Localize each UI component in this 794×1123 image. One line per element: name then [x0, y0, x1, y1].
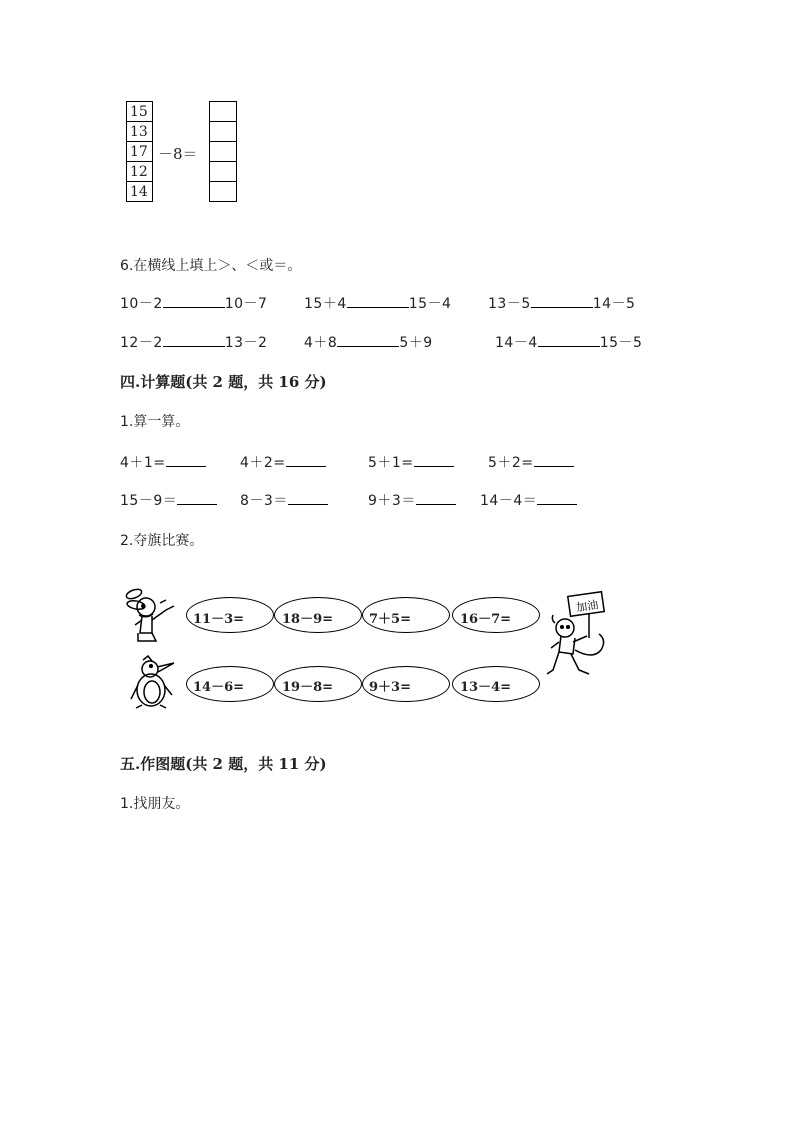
answer-box[interactable]	[210, 122, 236, 142]
input-number: 17	[127, 142, 152, 162]
calc-item	[120, 452, 206, 472]
answer-blank[interactable]	[288, 490, 328, 505]
input-number: 14	[127, 182, 152, 202]
race-expression: 14－6=	[193, 680, 245, 695]
compare-item	[495, 332, 642, 352]
race-expression: 9＋3=	[369, 680, 411, 695]
input-number: 12	[127, 162, 152, 182]
input-number-column	[126, 101, 153, 202]
calc-expression: 5＋1=	[368, 455, 414, 471]
input-number: 15	[127, 102, 152, 122]
input-number: 13	[127, 122, 152, 142]
compare-left: 13－5	[488, 296, 531, 312]
compare-left: 15＋4	[304, 296, 347, 312]
calc-item	[368, 490, 456, 510]
rabbit-icon	[122, 585, 180, 645]
calc-expression: 4＋2=	[240, 455, 286, 471]
race-expression: 19－8=	[282, 680, 334, 695]
compare-right: 5＋9	[399, 335, 433, 351]
race-expression: 18－9=	[282, 612, 334, 627]
minus-eight-operation: －8＝	[158, 145, 198, 163]
compare-blank[interactable]	[163, 332, 225, 347]
answer-blank[interactable]	[534, 452, 574, 467]
calc-item	[488, 452, 574, 472]
compare-blank[interactable]	[538, 332, 600, 347]
answer-blank[interactable]	[414, 452, 454, 467]
compare-right: 15－4	[408, 296, 452, 312]
q1-title: 1.算一算。	[120, 414, 190, 430]
compare-right: 13－2	[224, 335, 268, 351]
answer-blank[interactable]	[177, 490, 217, 505]
race-expression: 11－3=	[193, 612, 245, 627]
compare-right: 15－5	[599, 335, 643, 351]
compare-left: 14－4	[495, 335, 538, 351]
compare-left: 12－2	[120, 335, 163, 351]
calc-expression: 5＋2=	[488, 455, 534, 471]
sign-text: 加油	[575, 598, 600, 615]
compare-right: 10－7	[224, 296, 268, 312]
answer-box[interactable]	[210, 102, 236, 122]
calc-item	[368, 452, 454, 472]
compare-item	[304, 293, 451, 313]
section-5-heading: 五.作图题(共 2 题，共 11 分)	[120, 755, 327, 773]
answer-blank[interactable]	[416, 490, 456, 505]
calc-item	[120, 490, 217, 510]
calc-item	[240, 452, 326, 472]
calc-expression: 4＋1=	[120, 455, 166, 471]
answer-box-column	[209, 101, 237, 202]
monkey-with-sign-icon	[545, 590, 615, 680]
q6-title: 6.在横线上填上＞、＜或＝。	[120, 258, 302, 274]
compare-blank[interactable]	[337, 332, 399, 347]
answer-blank[interactable]	[537, 490, 577, 505]
compare-right: 14－5	[592, 296, 636, 312]
compare-blank[interactable]	[531, 293, 593, 308]
compare-item	[488, 293, 635, 313]
calc-expression: 9＋3＝	[368, 493, 416, 509]
answer-box[interactable]	[210, 162, 236, 182]
calc-expression: 14－4＝	[480, 493, 538, 509]
compare-item	[304, 332, 433, 352]
compare-blank[interactable]	[163, 293, 225, 308]
compare-left: 10－2	[120, 296, 163, 312]
penguin-icon	[128, 655, 178, 709]
answer-blank[interactable]	[166, 452, 206, 467]
calc-expression: 8－3＝	[240, 493, 288, 509]
section-4-heading: 四.计算题(共 2 题，共 16 分)	[120, 373, 327, 391]
compare-blank[interactable]	[347, 293, 409, 308]
compare-left: 4＋8	[304, 335, 338, 351]
answer-blank[interactable]	[286, 452, 326, 467]
answer-box[interactable]	[210, 142, 236, 162]
calc-expression: 15－9＝	[120, 493, 178, 509]
race-expression: 13－4=	[460, 680, 512, 695]
calc-item	[480, 490, 577, 510]
race-expression: 7＋5=	[369, 612, 411, 627]
race-expression: 16－7=	[460, 612, 512, 627]
compare-item	[120, 293, 267, 313]
q1-title: 1.找朋友。	[120, 796, 190, 812]
calc-item	[240, 490, 328, 510]
q2-title: 2.夺旗比赛。	[120, 533, 204, 549]
answer-box[interactable]	[210, 182, 236, 202]
compare-item	[120, 332, 267, 352]
